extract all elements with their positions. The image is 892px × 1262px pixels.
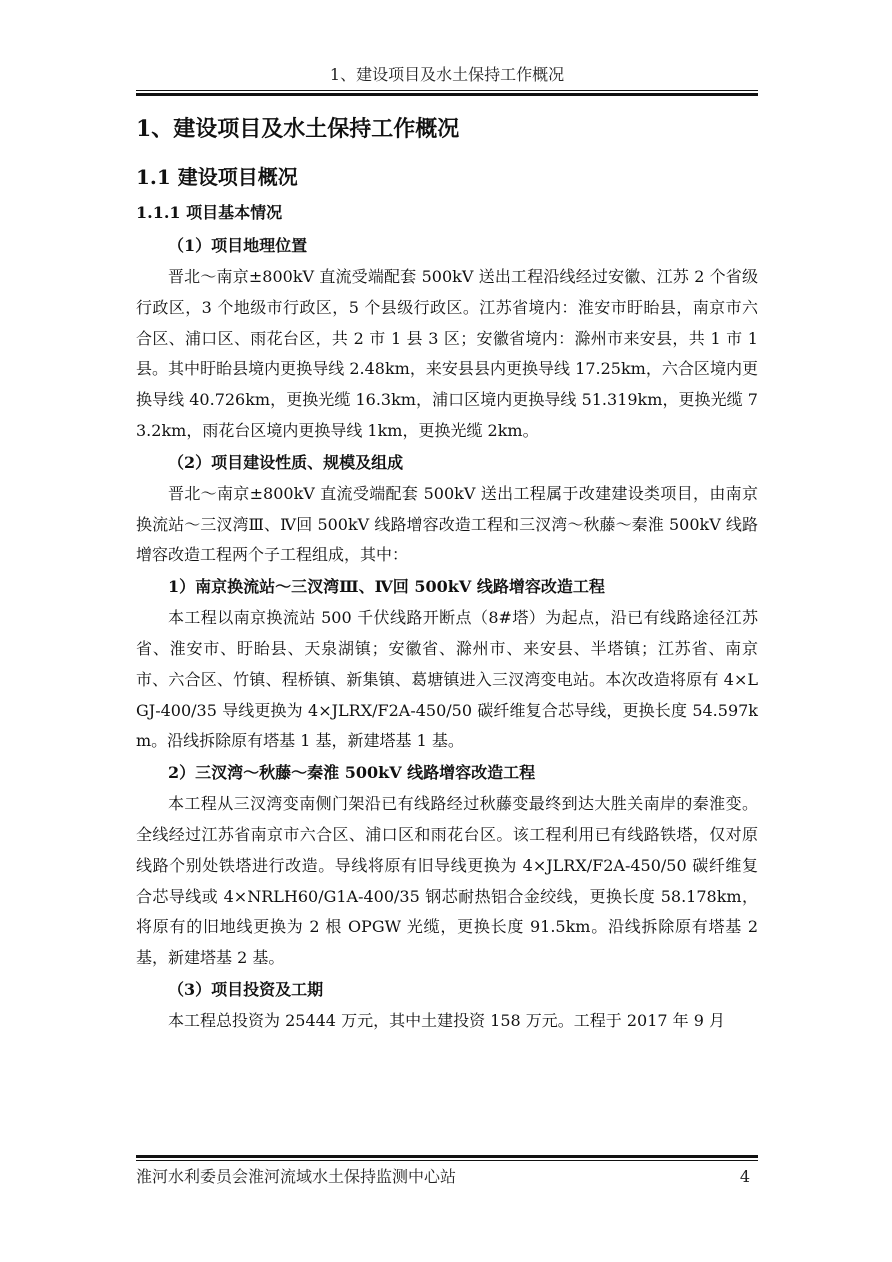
paragraph-geographic-location: 晋北～南京±800kV 直流受端配套 500kV 送出工程沿线经过安徽、江苏 2 个省级行政区，3 个地级市行政区，5 个县级行政区。江苏省境内：淮安市盱眙县，南京市六合区、浦口区、雨花台区，共 2 市 1 县 3 区；安徽省境内：滁州市来安县，共 1 市 1 县。其中盱眙县境内更换导线 2.48km，来安县县内更换导线 17.25km，六合区境内更换导线 40.726km，更换光缆 16.3km，浦口区境内更换导线 51.319km，更换光缆 73.2km，雨花台区境内更换导线 1km，更换光缆 2km。 (136, 267, 758, 440)
paragraph-subproject-2: 本工程从三汊湾变南侧门架沿已有线路经过秋藤变最终到达大胜关南岸的秦淮变。全线经过江苏省南京市六合区、浦口区和雨花台区。该工程利用已有线路铁塔，仅对原线路个别处铁塔进行改造。导线将原有旧导线更换为 4×JLRX/F2A-450/50 碳纤维复合芯导线或 4×NRLH60/G1A-400/35 钢芯耐热铝合金绞线，更换长度 58.178km，将原有的旧地线更换为 2 根 OPGW 光缆，更换长度 91.5km。沿线拆除原有塔基 2 基，新建塔基 2 基。 (136, 794, 758, 968)
subsection-heading: 1.1.1 项目基本情况 (136, 203, 283, 222)
heading-construction-nature: （2）项目建设性质、规模及组成 (168, 452, 404, 472)
header-rule-thin (136, 90, 758, 91)
paragraph-subproject-1: 本工程以南京换流站 500 千伏线路开断点（8#塔）为起点，沿已有线路途径江苏省、淮安市、盱眙县、天泉湖镇；安徽省、滁州市、来安县、半塔镇；江苏省、南京市、六合区、竹镇、程桥镇、新集镇、葛塘镇进入三汊湾变电站。本次改造将原有 4×LGJ-400/35 导线更换为 4×JLRX/F2A-450/50 碳纤维复合芯导线，更换长度 54.597km。沿线拆除原有塔基 1 基，新建塔基 1 基。 (136, 608, 758, 751)
header-rule-thick (136, 93, 758, 96)
section-heading: 1.1 建设项目概况 (136, 165, 298, 189)
footer-rule-thick (136, 1155, 758, 1158)
paragraph-construction-nature: 晋北～南京±800kV 直流受端配套 500kV 送出工程属于改建建设类项目，由南京换流站～三汊湾Ⅲ、Ⅳ回 500kV 线路增容改造工程和三汊湾～秋藤～秦淮 500kV 线路增容改造工程两个子工程组成，其中： (136, 483, 758, 565)
heading-investment: （3）项目投资及工期 (168, 979, 324, 999)
heading-subproject-1: 1）南京换流站～三汊湾Ⅲ、Ⅳ回 500kV 线路增容改造工程 (168, 577, 605, 597)
page-number: 4 (739, 1167, 750, 1186)
paragraph-investment: 本工程总投资为 25444 万元，其中土建投资 158 万元。工程于 2017 年 9 月 (168, 1010, 726, 1030)
footer-organization: 淮河水利委员会淮河流域水土保持监测中心站 (136, 1167, 457, 1186)
chapter-heading: 1、建设项目及水土保持工作概况 (136, 116, 460, 142)
heading-subproject-2: 2）三汊湾～秋藤～秦淮 500kV 线路增容改造工程 (168, 763, 536, 783)
heading-geographic-location: （1）项目地理位置 (168, 236, 308, 255)
page-body (136, 112, 758, 1037)
running-header: 1、建设项目及水土保持工作概况 (329, 65, 565, 84)
footer-rule-thin (136, 1160, 758, 1161)
